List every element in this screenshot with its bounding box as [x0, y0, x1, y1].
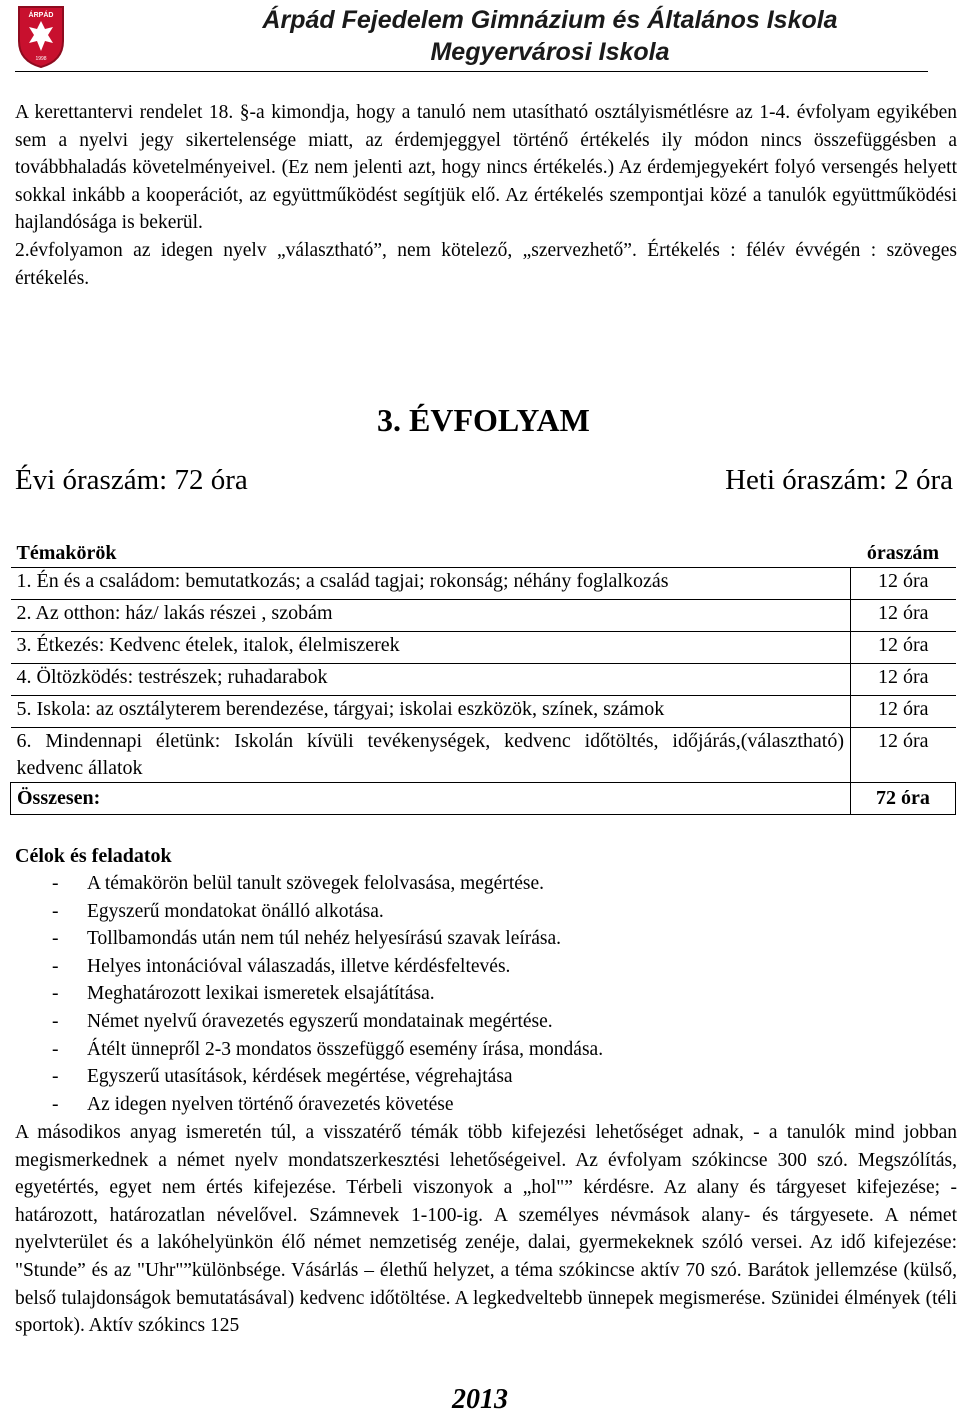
header-divider — [15, 71, 928, 72]
bullet: - — [52, 1093, 59, 1115]
school-name-line2: Megyervárosi Iskola — [430, 38, 670, 66]
header-hours: óraszám — [866, 542, 940, 564]
bullet: - — [52, 873, 59, 894]
table-row — [11, 632, 956, 664]
table-total-row — [11, 783, 956, 815]
list-item — [15, 953, 603, 981]
school-name-line1: Árpád Fejedelem Gimnázium és Általános Iskola — [262, 6, 838, 34]
hours-cell: 12 óra — [851, 664, 956, 696]
topic-cell: 1. Én és a családom: bemutatkozás; a család tagjai; rokonság; néhány foglalkozás — [11, 568, 851, 600]
table-header — [11, 537, 956, 568]
goal-text: Helyes intonációval válaszadás, illetve kérdésfeltevés. — [87, 955, 511, 977]
table-row — [11, 664, 956, 696]
goal-text: A témakörön belül tanult szövegek felolvasása, megértése. — [87, 873, 545, 894]
goal-text: Meghatározott lexikai ismeretek elsajátítása. — [87, 983, 435, 1005]
list-item — [15, 870, 603, 898]
total-hours: 72 óra — [851, 783, 956, 815]
goals-heading: Célok és feladatok — [15, 845, 172, 867]
goals-list — [15, 870, 603, 1118]
topic-cell: 4. Öltözködés: testrészek; ruhadarabok — [11, 664, 851, 696]
list-item — [15, 1091, 603, 1119]
bullet: - — [52, 928, 59, 950]
goal-text: Egyszerű utasítások, kérdések megértése, végrehajtása — [87, 1066, 513, 1088]
list-item — [15, 1063, 603, 1091]
bullet: - — [52, 1066, 59, 1088]
topic-cell: 5. Iskola: az osztályterem berendezése, tárgyai; iskolai eszközök, színek, számok — [11, 696, 851, 728]
weekly-hours: Heti óraszám: 2 óra — [725, 464, 953, 496]
list-item — [15, 1008, 603, 1036]
hours-cell: 12 óra — [851, 568, 956, 600]
closing-paragraph: A másodikos anyag ismeretén túl, a visszatérő témák több kifejezési lehetőséget adnak, - a tanulók mind jobban megismerkednek a német nyelv mondatszerkesztési lehetőségeivel. Az évfolyam szókincse 300 szó. Megszólítás, egyetértés, egyet nem értés kifejezése. Térbeli viszonyok a „hol"” kérdésre. Az alany és tárgyeset kifejezése; - határozott, határozatlan névelővel. Számnevek 1-100-ig. A személyes névmások alany- és tárgyesete. A német nyelvterület és a lakóhelyünkön élő német nemzetiség zenéje, dalai, gyermekeknek szóló versei. Az idő kifejezése: "Stunde” és az "Uhr"”különbsége. Vásárlás – élethű helyzet, a téma szókincse aktív 70 szó. Barátok jellemzése (külső, belső tulajdonságok bemutatásával) kedvenc időtöltése. A legkedveltebb ünnepek megismerése. Szünidei élmények (téli sportok). Aktív szókincs 125 — [15, 1122, 957, 1337]
bullet: - — [52, 900, 59, 922]
logo-text: ÁRPÁD — [28, 12, 54, 19]
goal-text: Egyszerű mondatokat önálló alkotása. — [87, 900, 384, 922]
table-row — [11, 728, 956, 783]
intro-paragraph: A kerettantervi rendelet 18. §-a kimondja, hogy a tanuló nem utasítható osztályismétlésre az 1-4. évfolyam egyikében sem a nyelvi jegy sikertelensége miatt, az érdemjeggyel történő értékelés ily módon nincs összefüggésben a továbbhaladás követelményeivel. (Ez nem jelenti azt, hogy nincs értékelés.) Az érdemjegyekért folyó versengés helyett sokkal inkább a kooperációt, az együttműködést segítjük elő. Az értékelés szempontjai közé a tanulók együttműködési hajlandósága is bekerül. — [15, 102, 957, 234]
intro-paragraph: 2.évfolyamon az idegen nyelv „választható”, nem kötelező, „szervezhető”. Értékelés : félév évvégén : szöveges értékelés. — [15, 239, 957, 289]
topic-cell: 3. Étkezés: Kedvenc ételek, italok, élelmiszerek — [11, 632, 851, 664]
list-item — [15, 1036, 603, 1064]
list-item — [15, 898, 603, 926]
topic-cell: 2. Az otthon: ház/ lakás részei , szobám — [11, 600, 851, 632]
goal-text: Tollbamondás után nem túl nehéz helyesírású szavak leírása. — [87, 928, 562, 950]
topic-cell: 6. Mindennapi életünk: Iskolán kívüli tevékenységek, kedvenc időtöltés, időjárás,(választható) kedvenc állatok — [11, 728, 851, 783]
footer-year: 2013 — [452, 1384, 508, 1415]
bullet: - — [52, 1038, 59, 1060]
topics-table — [10, 537, 956, 815]
logo-year: 1998 — [35, 56, 47, 62]
bullet: - — [52, 955, 59, 977]
hours-cell: 12 óra — [851, 728, 956, 783]
goal-text: Német nyelvű óravezetés egyszerű mondatainak megértése. — [87, 1010, 553, 1032]
total-label: Összesen: — [11, 783, 851, 815]
list-item — [15, 980, 603, 1008]
list-item — [15, 925, 603, 953]
intro-text — [15, 99, 957, 292]
bullet: - — [52, 983, 59, 1005]
hours-cell: 12 óra — [851, 600, 956, 632]
header-topic: Témakörök — [16, 542, 117, 564]
table-row — [11, 600, 956, 632]
section-title: 3. ÉVFOLYAM — [377, 402, 590, 438]
goal-text: Az idegen nyelven történő óravezetés követése — [87, 1093, 454, 1115]
hours-cell: 12 óra — [851, 632, 956, 664]
school-logo — [17, 5, 65, 69]
annual-hours: Évi óraszám: 72 óra — [15, 464, 248, 496]
table-row — [11, 568, 956, 600]
goal-text: Átélt ünnepről 2-3 mondatos összefüggő esemény írása, mondása. — [87, 1038, 604, 1060]
hours-cell: 12 óra — [851, 696, 956, 728]
bullet: - — [52, 1010, 59, 1032]
table-row — [11, 696, 956, 728]
